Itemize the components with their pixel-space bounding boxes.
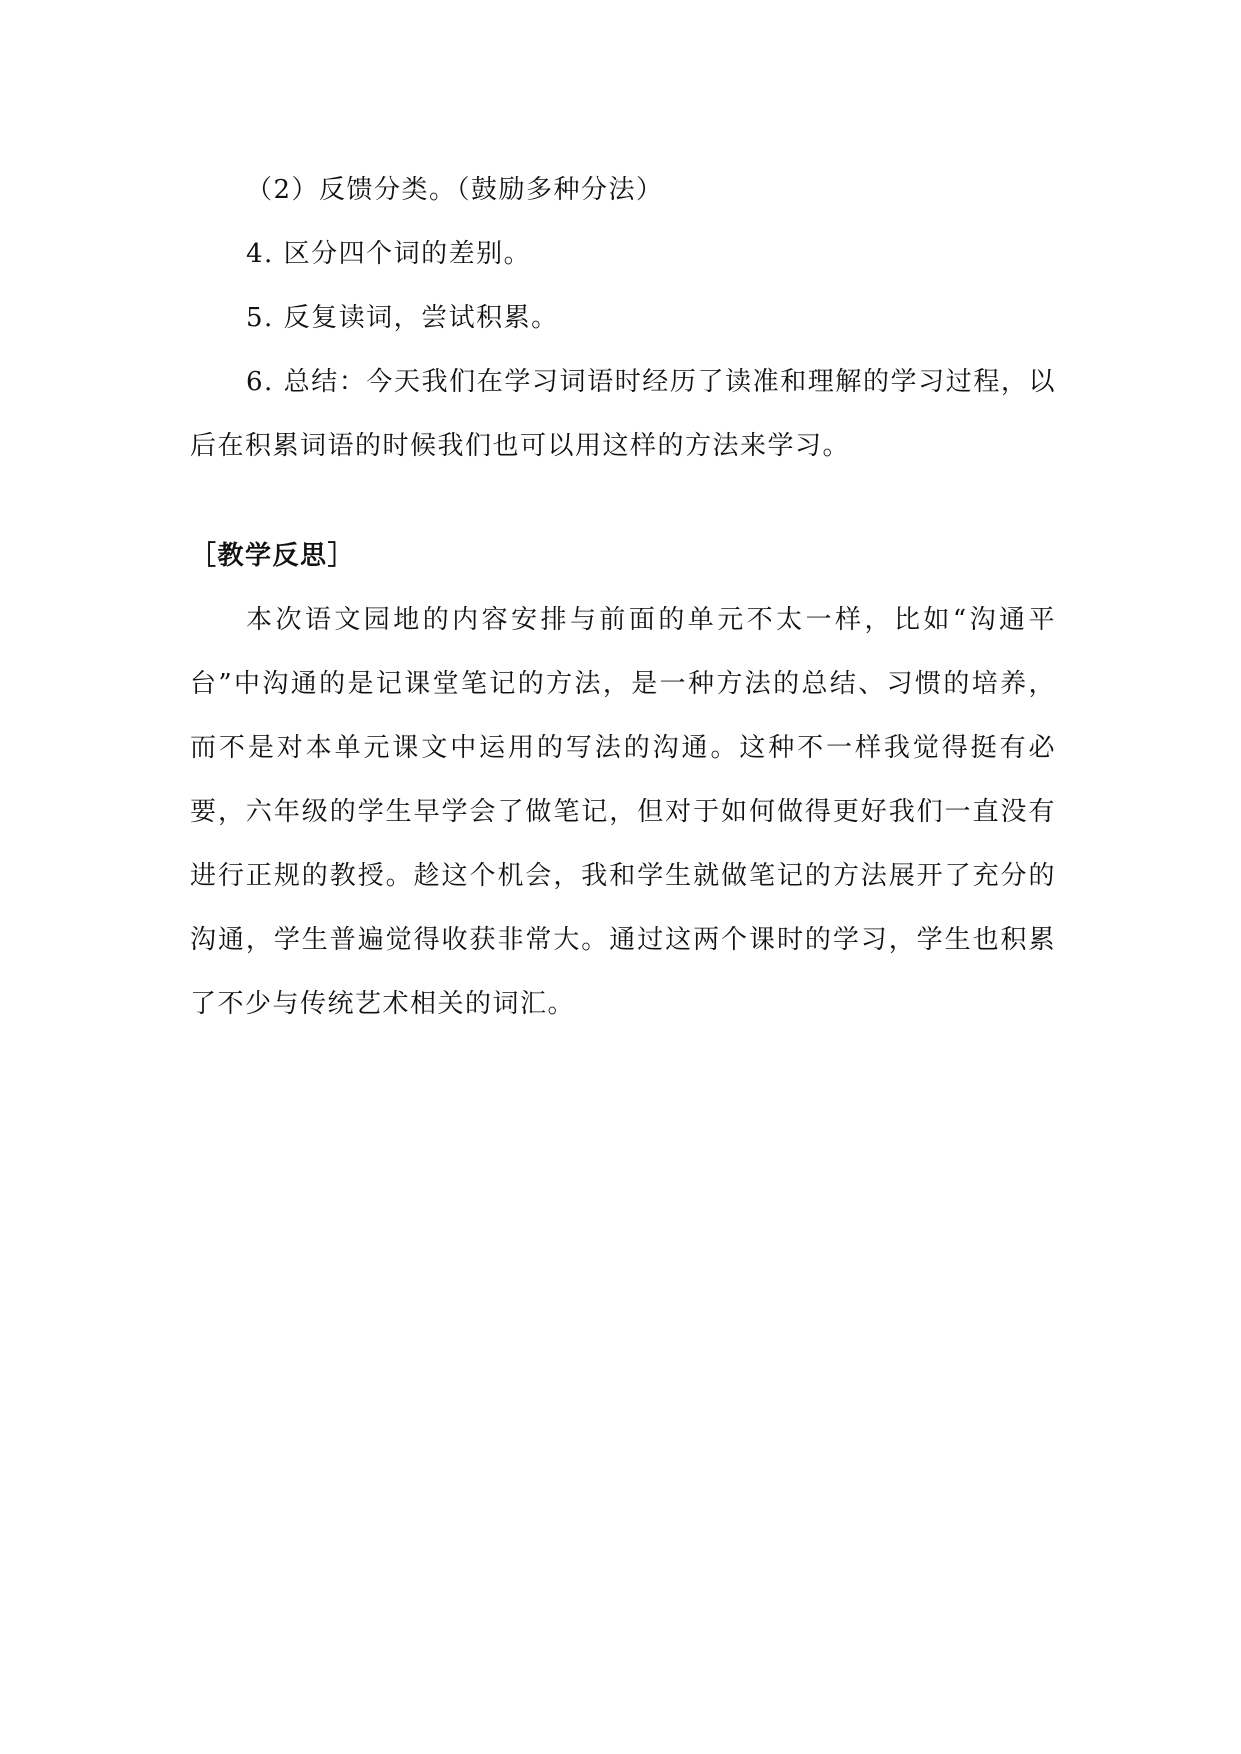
step-summary: 6. 总结：今天我们在学习词语时经历了读准和理解的学习过程，以后在积累词语的时候我们也可以用这样的方法来学习。 [190, 367, 1056, 461]
section-heading-teaching-reflection: ［教学反思］ [190, 541, 356, 571]
step-distinguish-words: 4. 区分四个词的差别。 [246, 239, 532, 269]
step-feedback-classification: （2）反馈分类。（鼓励多种分法） [246, 175, 664, 205]
document-body [190, 158, 1056, 1036]
teaching-reflection-paragraph: 本次语文园地的内容安排与前面的单元不太一样，比如“沟通平台”中沟通的是记课堂笔记的方法，是一种方法的总结、习惯的培养，而不是对本单元课文中运用的写法的沟通。这种不一样我觉得挺有必要，六年级的学生早学会了做笔记，但对于如何做得更好我们一直没有进行正规的教授。趁这个机会，我和学生就做笔记的方法展开了充分的沟通，学生普遍觉得收获非常大。通过这两个课时的学习，学生也积累了不少与传统艺术相关的词汇。 [190, 605, 1056, 1019]
step-repeat-reading: 5. 反复读词，尝试积累。 [246, 303, 559, 333]
